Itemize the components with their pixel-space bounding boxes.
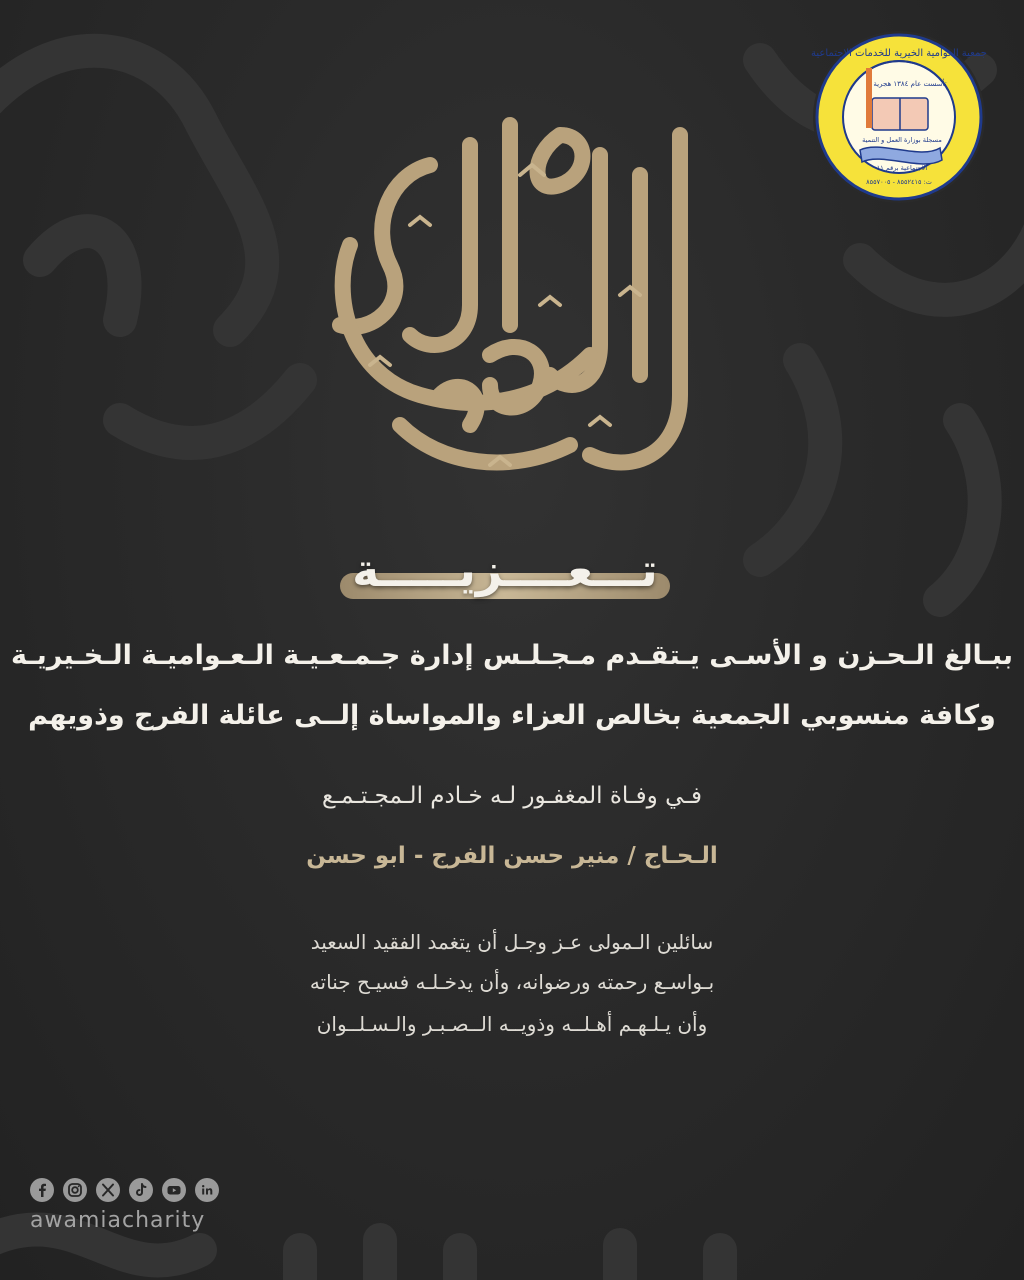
youtube-icon[interactable] <box>162 1178 186 1202</box>
logo-founded: تأسست عام ١٣٨٤ هجرية <box>873 80 947 88</box>
instagram-icon[interactable] <box>63 1178 87 1202</box>
message-line-2: وكافة منسوبي الجمعية بخالص العزاء والمواساة إلــى عائلة الفرج وذويهم <box>28 700 996 731</box>
prayer-line-1: سائلين الـمولى عـز وجـل أن يتغمد الفقيد السعيد <box>310 930 714 954</box>
x-icon[interactable] <box>96 1178 120 1202</box>
prayer-line-2: بـواسـع رحمته ورضوانه، وأن يدخـلـه فسيـح جناته <box>309 970 715 994</box>
logo-phone: ت: ٨٥٥٢٤١٥ - ٨٥٥٧٠٠٥ <box>866 178 932 186</box>
quran-verse-calligraphy <box>290 95 730 515</box>
tiktok-icon[interactable] <box>129 1178 153 1202</box>
page-title: تـــعــــزيـــــة <box>352 543 658 597</box>
subtitle: فـي وفـاة المغفـور لـه خـادم الـمجـتـمـع <box>321 783 702 809</box>
logo-registry-1: مسجلة بوزارة العمل و التنمية <box>862 136 942 144</box>
social-handle[interactable]: awamiacharity <box>30 1208 206 1233</box>
facebook-icon[interactable] <box>30 1178 54 1202</box>
logo-arc-text: جمعية العوامية الخيرية للخدمات الاجتماعية <box>811 48 987 59</box>
charity-logo <box>810 28 988 206</box>
linkedin-icon[interactable] <box>195 1178 219 1202</box>
calligraphy-text: إنا لله وإنا إليه راجعون <box>505 510 515 511</box>
message-line-1: ببـالغ الـحـزن و الأسـى يـتقـدم مـجـلـس إدارة جـمـعـيـة الـعـواميـة الـخـيريـة <box>10 640 1014 671</box>
prayer-line-3: وأن يـلـهـم أهـلــه وذويــه الــصـبـر والـسـلــوان <box>316 1012 708 1036</box>
logo-registry-2: الاجتماعية برقم ١١ <box>876 164 928 172</box>
deceased-name: الـحـاج / منير حسن الفرج - ابو حسن <box>306 843 718 869</box>
